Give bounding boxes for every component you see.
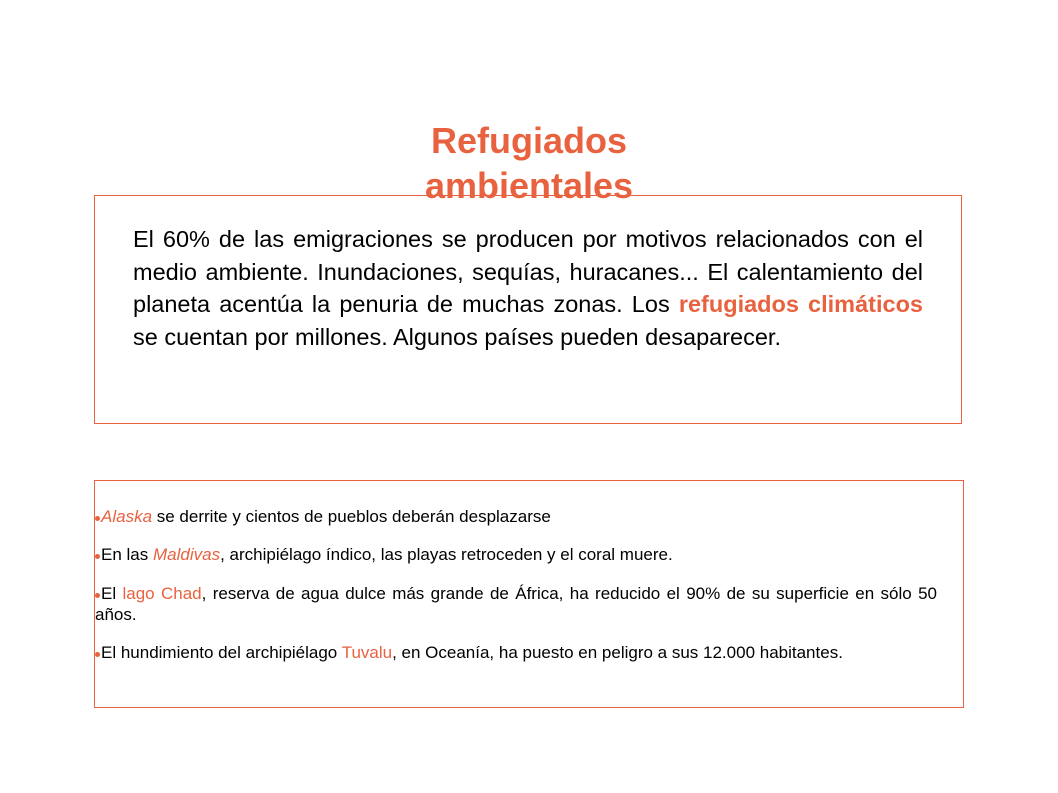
list-item (95, 506, 937, 527)
bullet-text: El (101, 584, 123, 603)
intro-highlight: refugiados climáticos (678, 291, 923, 317)
bullet-dot-icon (95, 554, 100, 559)
bullet-highlight: Alaska (101, 507, 153, 526)
bullet-text: El hundimiento del archipiélago (101, 643, 342, 662)
intro-text-start: El 60% de las emigraciones se producen por motivos relacionados con el medio ambiente. Inundaciones, sequías, huracanes... El calentamiento del planeta acentúa la penuria de muchas zonas. Los (133, 226, 923, 317)
bullet-dot-icon (95, 516, 100, 521)
bullet-highlight: Tuvalu (341, 643, 393, 662)
list-item (95, 583, 937, 625)
bullet-highlight: Maldivas (152, 545, 221, 564)
examples-box (94, 480, 964, 708)
bullet-text: se derrite y cientos de pueblos deberán desplazarse (152, 507, 551, 526)
bullet-dot-icon (95, 652, 100, 657)
intro-box (94, 195, 962, 424)
title-line-2: ambientales (424, 165, 634, 207)
bullet-text: En las (101, 545, 153, 564)
examples-list (95, 506, 937, 680)
intro-text-end: se cuentan por millones. Algunos países pueden desaparecer. (133, 323, 781, 350)
bullet-dot-icon (95, 593, 100, 598)
bullet-text: , en Oceanía, ha puesto en peligro a sus 12.000 habitantes. (392, 643, 843, 662)
bullet-text: , reserva de agua dulce más grande de África, ha reducido el 90% de su superficie en sólo 50 años. (95, 584, 937, 624)
list-item (95, 544, 937, 565)
list-item (95, 642, 937, 663)
intro-paragraph (133, 223, 923, 353)
bullet-highlight: lago Chad (122, 584, 202, 603)
title-line-1: Refugiados (430, 120, 627, 162)
bullet-text: , archipiélago índico, las playas retroceden y el coral muere. (220, 545, 673, 564)
